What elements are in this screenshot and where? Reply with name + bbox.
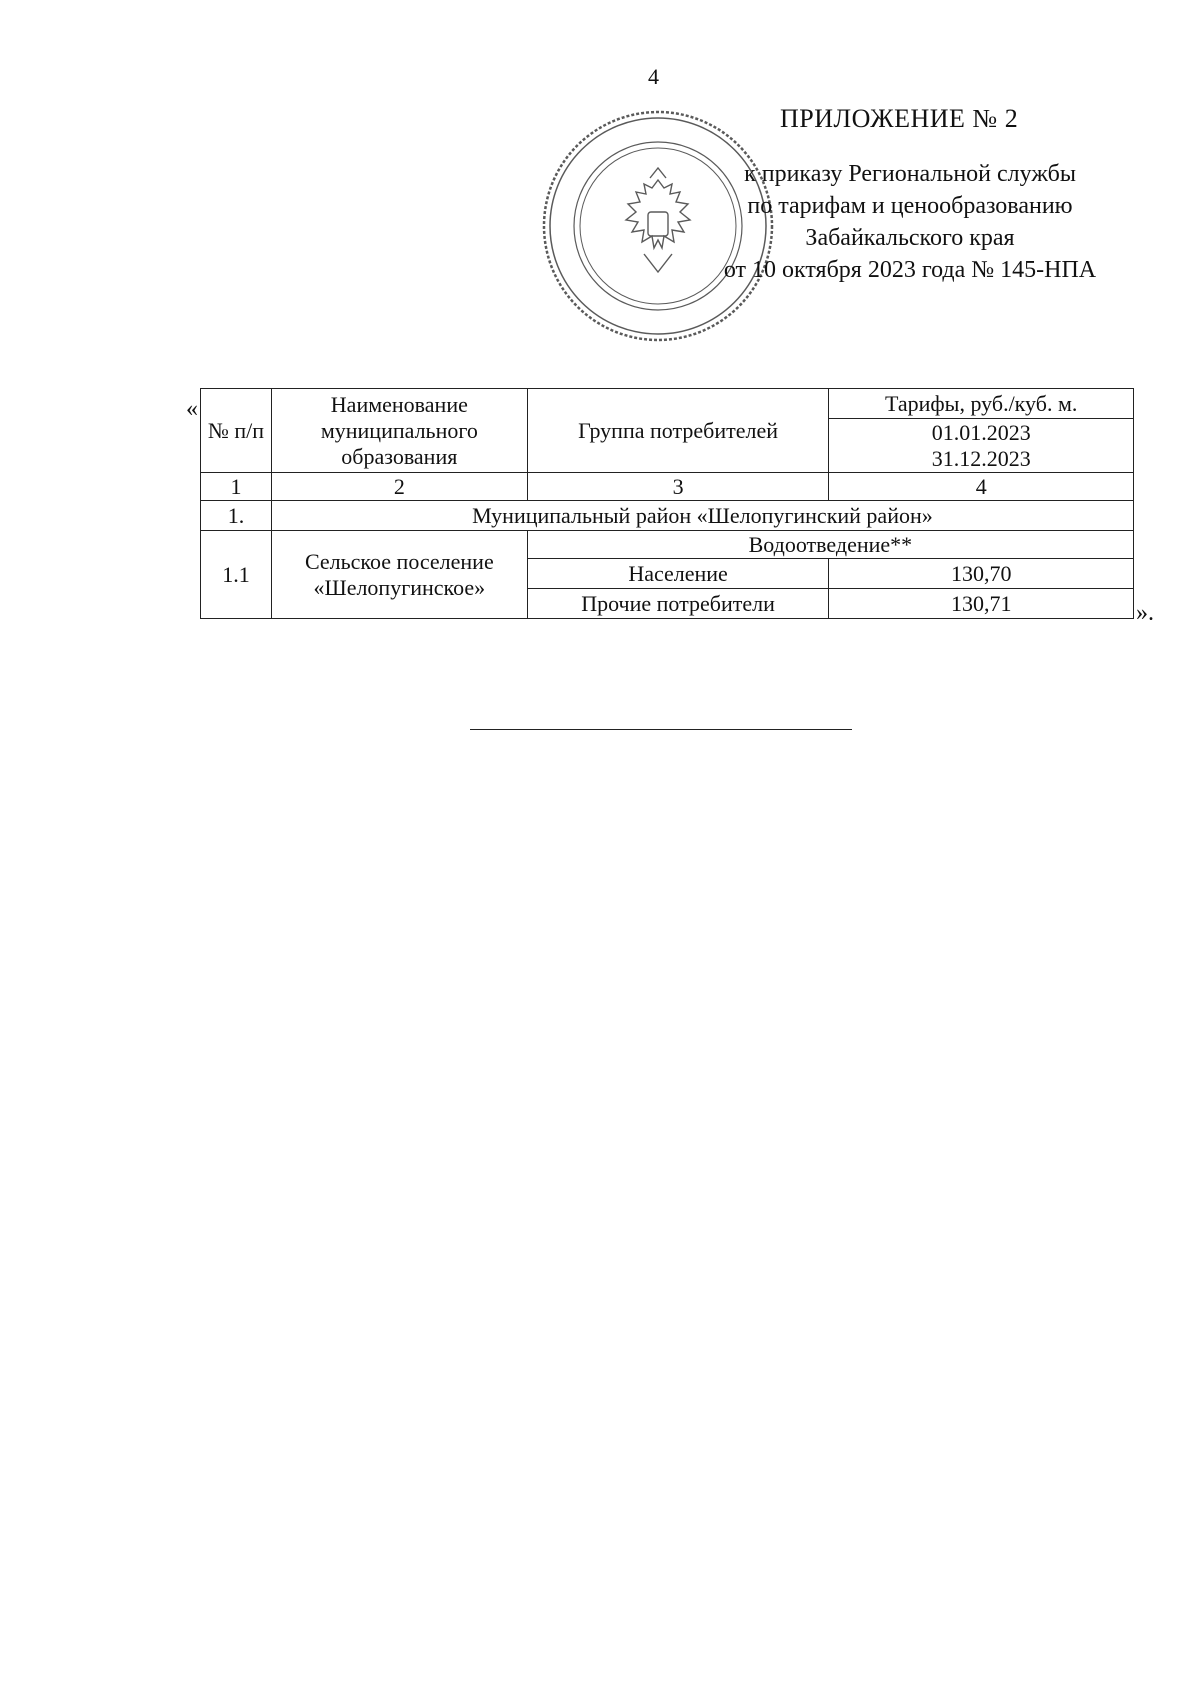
- column-number: 2: [271, 473, 527, 501]
- order-reference: [690, 158, 1130, 286]
- column-number-row: [201, 473, 1134, 501]
- header-num: № п/п: [201, 389, 272, 473]
- district-name: Муниципальный район «Шелопугинский район»: [271, 501, 1133, 531]
- service-row: [201, 531, 1134, 559]
- page-number: 4: [648, 64, 659, 89]
- consumer-group: Прочие потребители: [527, 589, 829, 619]
- appendix-title: ПРИЛОЖЕНИЕ № 2: [780, 104, 1019, 133]
- header-municipality: Наименование муниципального образования: [271, 389, 527, 473]
- header-row: [201, 389, 1134, 419]
- tariff-table: [200, 388, 1134, 619]
- order-line: к приказу Региональной службы: [744, 161, 1076, 187]
- closing-divider: [470, 729, 852, 730]
- settlement-num: 1.1: [201, 531, 272, 619]
- column-number: 1: [201, 473, 272, 501]
- header-period: [829, 419, 1134, 473]
- period-to: 31.12.2023: [931, 445, 1031, 471]
- district-num: 1.: [201, 501, 272, 531]
- order-line: Забайкальского края: [805, 225, 1015, 251]
- column-number: 4: [829, 473, 1134, 501]
- settlement-name: Сельское поселение «Шелопугинское»: [271, 531, 527, 619]
- tariff-value: 130,70: [829, 559, 1134, 589]
- column-number: 3: [527, 473, 829, 501]
- consumer-group: Население: [527, 559, 829, 589]
- tariff-value: 130,71: [829, 589, 1134, 619]
- closing-quote: ».: [1136, 600, 1154, 626]
- period-from: 01.01.2023: [931, 419, 1031, 445]
- header-group: Группа потребителей: [527, 389, 829, 473]
- service-name: Водоотведение**: [527, 531, 1133, 559]
- opening-quote: «: [186, 396, 198, 422]
- district-row: [201, 501, 1134, 531]
- order-line: от 10 октября 2023 года № 145-НПА: [723, 257, 1097, 283]
- eagle-emblem-icon: [626, 168, 690, 272]
- order-line: по тарифам и ценообразованию: [747, 193, 1073, 219]
- header-tariffs: Тарифы, руб./куб. м.: [829, 389, 1134, 419]
